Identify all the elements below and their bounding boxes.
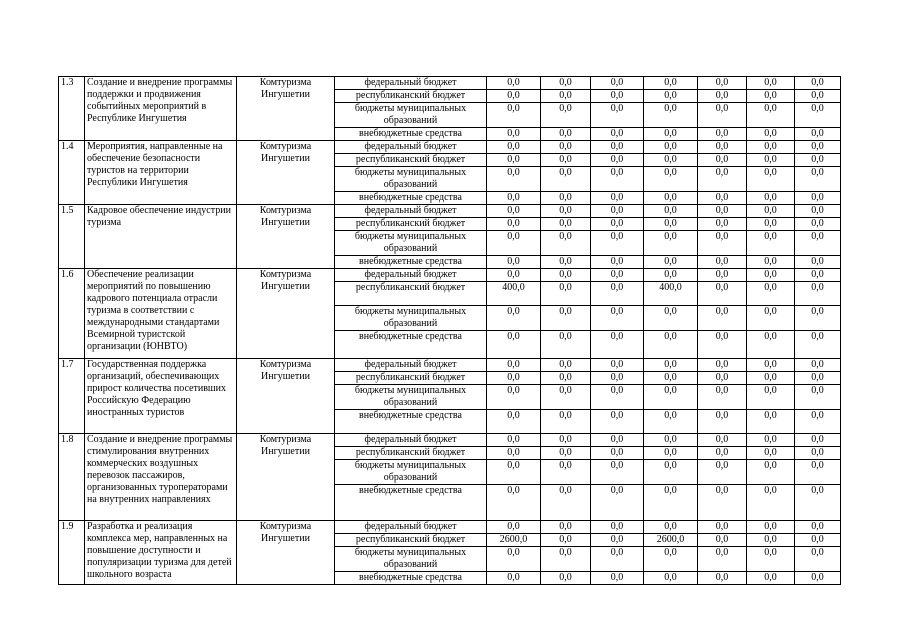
amount-cell: 0,0 (487, 269, 541, 282)
amount-cell: 0,0 (795, 485, 841, 521)
amount-cell: 0,0 (541, 372, 591, 385)
amount-cell: 0,0 (698, 282, 747, 306)
table-row (59, 77, 841, 90)
amount-cell: 0,0 (795, 331, 841, 359)
amount-cell: 0,0 (698, 547, 747, 572)
amount-cell: 0,0 (698, 447, 747, 460)
amount-cell: 0,0 (591, 460, 644, 485)
item-executor: Комтуризма Ингушетии (237, 77, 335, 141)
amount-cell: 0,0 (747, 572, 795, 585)
amount-cell: 0,0 (698, 359, 747, 372)
table-row (59, 269, 841, 282)
funding-source: федеральный бюджет (335, 269, 487, 282)
amount-cell: 0,0 (541, 103, 591, 128)
amount-cell: 0,0 (487, 167, 541, 192)
amount-cell: 0,0 (487, 128, 541, 141)
amount-cell: 0,0 (591, 269, 644, 282)
amount-cell: 0,0 (487, 90, 541, 103)
amount-cell: 400,0 (487, 282, 541, 306)
amount-cell: 0,0 (541, 128, 591, 141)
amount-cell: 0,0 (541, 547, 591, 572)
item-title: Создание и внедрение программы стимулирования внутренних коммерческих воздушных перевозок пассажиров, организованных туроператорами на внутренних направлениях (85, 434, 237, 521)
amount-cell: 0,0 (591, 521, 644, 534)
amount-cell: 0,0 (644, 154, 698, 167)
amount-cell: 0,0 (591, 192, 644, 205)
amount-cell: 0,0 (644, 447, 698, 460)
amount-cell: 2600,0 (644, 534, 698, 547)
amount-cell: 0,0 (541, 410, 591, 434)
table-row (59, 141, 841, 154)
amount-cell: 0,0 (487, 218, 541, 231)
amount-cell: 0,0 (541, 205, 591, 218)
amount-cell: 0,0 (795, 572, 841, 585)
amount-cell: 0,0 (487, 192, 541, 205)
amount-cell: 0,0 (795, 282, 841, 306)
amount-cell: 0,0 (698, 90, 747, 103)
amount-cell: 0,0 (795, 141, 841, 154)
amount-cell: 0,0 (541, 306, 591, 331)
amount-cell: 0,0 (795, 231, 841, 256)
amount-cell: 0,0 (747, 256, 795, 269)
amount-cell: 0,0 (644, 231, 698, 256)
amount-cell: 0,0 (644, 205, 698, 218)
amount-cell: 0,0 (644, 410, 698, 434)
amount-cell: 0,0 (644, 103, 698, 128)
amount-cell: 0,0 (487, 547, 541, 572)
amount-cell: 0,0 (795, 410, 841, 434)
item-title: Кадровое обеспечение индустрии туризма (85, 205, 237, 269)
funding-source: республиканский бюджет (335, 372, 487, 385)
amount-cell: 0,0 (698, 434, 747, 447)
funding-source: республиканский бюджет (335, 282, 487, 306)
amount-cell: 0,0 (644, 331, 698, 359)
table-row (59, 359, 841, 372)
amount-cell: 0,0 (487, 521, 541, 534)
amount-cell: 0,0 (698, 218, 747, 231)
amount-cell: 0,0 (541, 447, 591, 460)
amount-cell: 0,0 (795, 167, 841, 192)
amount-cell: 0,0 (795, 447, 841, 460)
funding-source: федеральный бюджет (335, 359, 487, 372)
funding-source: республиканский бюджет (335, 154, 487, 167)
amount-cell: 0,0 (487, 359, 541, 372)
amount-cell: 0,0 (487, 460, 541, 485)
amount-cell: 0,0 (487, 103, 541, 128)
amount-cell: 2600,0 (487, 534, 541, 547)
amount-cell: 0,0 (698, 306, 747, 331)
amount-cell: 0,0 (487, 410, 541, 434)
amount-cell: 0,0 (795, 385, 841, 410)
amount-cell: 0,0 (747, 521, 795, 534)
amount-cell: 0,0 (644, 306, 698, 331)
item-number: 1.4 (59, 141, 85, 205)
amount-cell: 0,0 (541, 167, 591, 192)
funding-source: бюджеты муниципальных образований (335, 103, 487, 128)
amount-cell: 0,0 (644, 218, 698, 231)
amount-cell: 0,0 (591, 154, 644, 167)
item-number: 1.6 (59, 269, 85, 359)
amount-cell: 0,0 (591, 331, 644, 359)
amount-cell: 0,0 (644, 485, 698, 521)
amount-cell: 0,0 (541, 434, 591, 447)
amount-cell: 0,0 (747, 90, 795, 103)
item-executor: Комтуризма Ингушетии (237, 521, 335, 585)
amount-cell: 0,0 (747, 434, 795, 447)
item-number: 1.3 (59, 77, 85, 141)
funding-source: республиканский бюджет (335, 90, 487, 103)
amount-cell: 0,0 (747, 282, 795, 306)
amount-cell: 0,0 (541, 192, 591, 205)
amount-cell: 0,0 (487, 205, 541, 218)
funding-source: республиканский бюджет (335, 218, 487, 231)
amount-cell: 0,0 (487, 154, 541, 167)
budget-table-body (59, 77, 841, 585)
amount-cell: 0,0 (747, 269, 795, 282)
amount-cell: 0,0 (644, 460, 698, 485)
amount-cell: 0,0 (644, 167, 698, 192)
amount-cell: 0,0 (747, 534, 795, 547)
amount-cell: 0,0 (747, 128, 795, 141)
item-number: 1.7 (59, 359, 85, 434)
amount-cell: 0,0 (591, 90, 644, 103)
amount-cell: 0,0 (487, 372, 541, 385)
amount-cell: 0,0 (541, 154, 591, 167)
item-executor: Комтуризма Ингушетии (237, 434, 335, 521)
amount-cell: 0,0 (644, 372, 698, 385)
funding-source: внебюджетные средства (335, 256, 487, 269)
amount-cell: 0,0 (591, 547, 644, 572)
amount-cell: 0,0 (541, 572, 591, 585)
amount-cell: 0,0 (591, 359, 644, 372)
amount-cell: 0,0 (541, 256, 591, 269)
amount-cell: 0,0 (541, 282, 591, 306)
funding-source: бюджеты муниципальных образований (335, 231, 487, 256)
amount-cell: 0,0 (795, 372, 841, 385)
amount-cell: 0,0 (591, 534, 644, 547)
amount-cell: 0,0 (487, 331, 541, 359)
amount-cell: 0,0 (747, 154, 795, 167)
amount-cell: 0,0 (698, 205, 747, 218)
amount-cell: 0,0 (698, 77, 747, 90)
amount-cell: 0,0 (591, 306, 644, 331)
item-title: Государственная поддержка организаций, обеспечивающих прирост количества посетивших Российскую Федерацию иностранных туристов (85, 359, 237, 434)
amount-cell: 0,0 (795, 218, 841, 231)
amount-cell: 0,0 (795, 521, 841, 534)
amount-cell: 0,0 (747, 485, 795, 521)
amount-cell: 0,0 (747, 331, 795, 359)
amount-cell: 0,0 (644, 359, 698, 372)
amount-cell: 0,0 (591, 103, 644, 128)
funding-source: бюджеты муниципальных образований (335, 460, 487, 485)
funding-source: федеральный бюджет (335, 434, 487, 447)
amount-cell: 0,0 (747, 205, 795, 218)
amount-cell: 0,0 (644, 547, 698, 572)
amount-cell: 0,0 (487, 231, 541, 256)
amount-cell: 0,0 (591, 77, 644, 90)
amount-cell: 0,0 (487, 77, 541, 90)
item-executor: Комтуризма Ингушетии (237, 269, 335, 359)
amount-cell: 0,0 (698, 141, 747, 154)
amount-cell: 0,0 (698, 269, 747, 282)
funding-source: федеральный бюджет (335, 141, 487, 154)
amount-cell: 0,0 (747, 460, 795, 485)
amount-cell: 0,0 (541, 485, 591, 521)
amount-cell: 0,0 (591, 385, 644, 410)
amount-cell: 0,0 (541, 521, 591, 534)
amount-cell: 0,0 (541, 331, 591, 359)
funding-source: внебюджетные средства (335, 410, 487, 434)
amount-cell: 0,0 (747, 103, 795, 128)
funding-source: бюджеты муниципальных образований (335, 547, 487, 572)
item-executor: Комтуризма Ингушетии (237, 359, 335, 434)
amount-cell: 0,0 (591, 167, 644, 192)
amount-cell: 0,0 (541, 218, 591, 231)
amount-cell: 0,0 (541, 141, 591, 154)
amount-cell: 0,0 (795, 269, 841, 282)
amount-cell: 0,0 (698, 256, 747, 269)
amount-cell: 0,0 (795, 192, 841, 205)
amount-cell: 0,0 (795, 460, 841, 485)
amount-cell: 0,0 (795, 434, 841, 447)
funding-source: республиканский бюджет (335, 447, 487, 460)
amount-cell: 0,0 (541, 77, 591, 90)
funding-source: федеральный бюджет (335, 205, 487, 218)
amount-cell: 0,0 (698, 331, 747, 359)
amount-cell: 0,0 (747, 167, 795, 192)
item-number: 1.5 (59, 205, 85, 269)
amount-cell: 0,0 (487, 572, 541, 585)
item-number: 1.8 (59, 434, 85, 521)
funding-source: федеральный бюджет (335, 77, 487, 90)
item-title: Разработка и реализация комплекса мер, направленных на повышение доступности и популяризации туризма для детей школьного возраста (85, 521, 237, 585)
funding-source: внебюджетные средства (335, 572, 487, 585)
amount-cell: 0,0 (541, 90, 591, 103)
amount-cell: 0,0 (698, 192, 747, 205)
amount-cell: 0,0 (795, 547, 841, 572)
item-number: 1.9 (59, 521, 85, 585)
amount-cell: 0,0 (698, 128, 747, 141)
item-executor: Комтуризма Ингушетии (237, 141, 335, 205)
amount-cell: 0,0 (747, 385, 795, 410)
amount-cell: 0,0 (698, 410, 747, 434)
funding-source: внебюджетные средства (335, 485, 487, 521)
amount-cell: 0,0 (698, 154, 747, 167)
amount-cell: 0,0 (795, 534, 841, 547)
amount-cell: 0,0 (541, 231, 591, 256)
amount-cell: 0,0 (747, 306, 795, 331)
amount-cell: 0,0 (644, 269, 698, 282)
amount-cell: 0,0 (698, 572, 747, 585)
funding-source: бюджеты муниципальных образований (335, 167, 487, 192)
amount-cell: 0,0 (591, 434, 644, 447)
amount-cell: 0,0 (541, 534, 591, 547)
amount-cell: 0,0 (698, 385, 747, 410)
item-executor: Комтуризма Ингушетии (237, 205, 335, 269)
budget-table (58, 76, 841, 585)
amount-cell: 0,0 (591, 485, 644, 521)
amount-cell: 0,0 (747, 547, 795, 572)
amount-cell: 0,0 (698, 231, 747, 256)
amount-cell: 0,0 (795, 306, 841, 331)
amount-cell: 0,0 (644, 521, 698, 534)
document-page (58, 76, 841, 585)
amount-cell: 0,0 (747, 141, 795, 154)
amount-cell: 0,0 (541, 460, 591, 485)
funding-source: внебюджетные средства (335, 192, 487, 205)
amount-cell: 0,0 (487, 447, 541, 460)
funding-source: бюджеты муниципальных образований (335, 306, 487, 331)
amount-cell: 0,0 (541, 385, 591, 410)
amount-cell: 0,0 (644, 128, 698, 141)
amount-cell: 0,0 (591, 256, 644, 269)
funding-source: бюджеты муниципальных образований (335, 385, 487, 410)
amount-cell: 0,0 (795, 256, 841, 269)
amount-cell: 0,0 (644, 572, 698, 585)
amount-cell: 0,0 (795, 154, 841, 167)
amount-cell: 0,0 (541, 359, 591, 372)
amount-cell: 0,0 (698, 460, 747, 485)
amount-cell: 0,0 (795, 359, 841, 372)
amount-cell: 0,0 (487, 256, 541, 269)
amount-cell: 0,0 (487, 485, 541, 521)
amount-cell: 0,0 (591, 128, 644, 141)
amount-cell: 0,0 (795, 103, 841, 128)
amount-cell: 0,0 (747, 192, 795, 205)
table-row (59, 434, 841, 447)
amount-cell: 0,0 (747, 359, 795, 372)
amount-cell: 0,0 (644, 256, 698, 269)
amount-cell: 0,0 (487, 141, 541, 154)
amount-cell: 0,0 (747, 77, 795, 90)
amount-cell: 0,0 (591, 447, 644, 460)
amount-cell: 0,0 (698, 534, 747, 547)
amount-cell: 0,0 (591, 282, 644, 306)
table-row (59, 205, 841, 218)
amount-cell: 0,0 (591, 372, 644, 385)
amount-cell: 0,0 (644, 77, 698, 90)
amount-cell: 0,0 (487, 385, 541, 410)
amount-cell: 0,0 (747, 231, 795, 256)
amount-cell: 0,0 (747, 410, 795, 434)
amount-cell: 0,0 (644, 385, 698, 410)
item-title: Создание и внедрение программы поддержки и продвижения событийных мероприятий в Республике Ингушетия (85, 77, 237, 141)
amount-cell: 0,0 (795, 90, 841, 103)
amount-cell: 400,0 (644, 282, 698, 306)
amount-cell: 0,0 (644, 90, 698, 103)
funding-source: республиканский бюджет (335, 534, 487, 547)
table-row (59, 521, 841, 534)
amount-cell: 0,0 (591, 205, 644, 218)
funding-source: федеральный бюджет (335, 521, 487, 534)
funding-source: внебюджетные средства (335, 128, 487, 141)
amount-cell: 0,0 (698, 103, 747, 128)
amount-cell: 0,0 (644, 434, 698, 447)
amount-cell: 0,0 (591, 218, 644, 231)
amount-cell: 0,0 (487, 434, 541, 447)
amount-cell: 0,0 (698, 485, 747, 521)
amount-cell: 0,0 (644, 192, 698, 205)
amount-cell: 0,0 (698, 372, 747, 385)
amount-cell: 0,0 (591, 231, 644, 256)
amount-cell: 0,0 (747, 372, 795, 385)
amount-cell: 0,0 (795, 77, 841, 90)
amount-cell: 0,0 (698, 521, 747, 534)
amount-cell: 0,0 (795, 205, 841, 218)
amount-cell: 0,0 (591, 572, 644, 585)
amount-cell: 0,0 (747, 447, 795, 460)
amount-cell: 0,0 (644, 141, 698, 154)
item-title: Мероприятия, направленные на обеспечение безопасности туристов на территории Республики Ингушетия (85, 141, 237, 205)
amount-cell: 0,0 (541, 269, 591, 282)
amount-cell: 0,0 (591, 141, 644, 154)
amount-cell: 0,0 (487, 306, 541, 331)
amount-cell: 0,0 (591, 410, 644, 434)
amount-cell: 0,0 (747, 218, 795, 231)
amount-cell: 0,0 (795, 128, 841, 141)
funding-source: внебюджетные средства (335, 331, 487, 359)
amount-cell: 0,0 (698, 167, 747, 192)
item-title: Обеспечение реализации мероприятий по повышению кадрового потенциала отрасли туризма в соответствии с международными стандартами Всемирной туристской организации (ЮНВТО) (85, 269, 237, 359)
